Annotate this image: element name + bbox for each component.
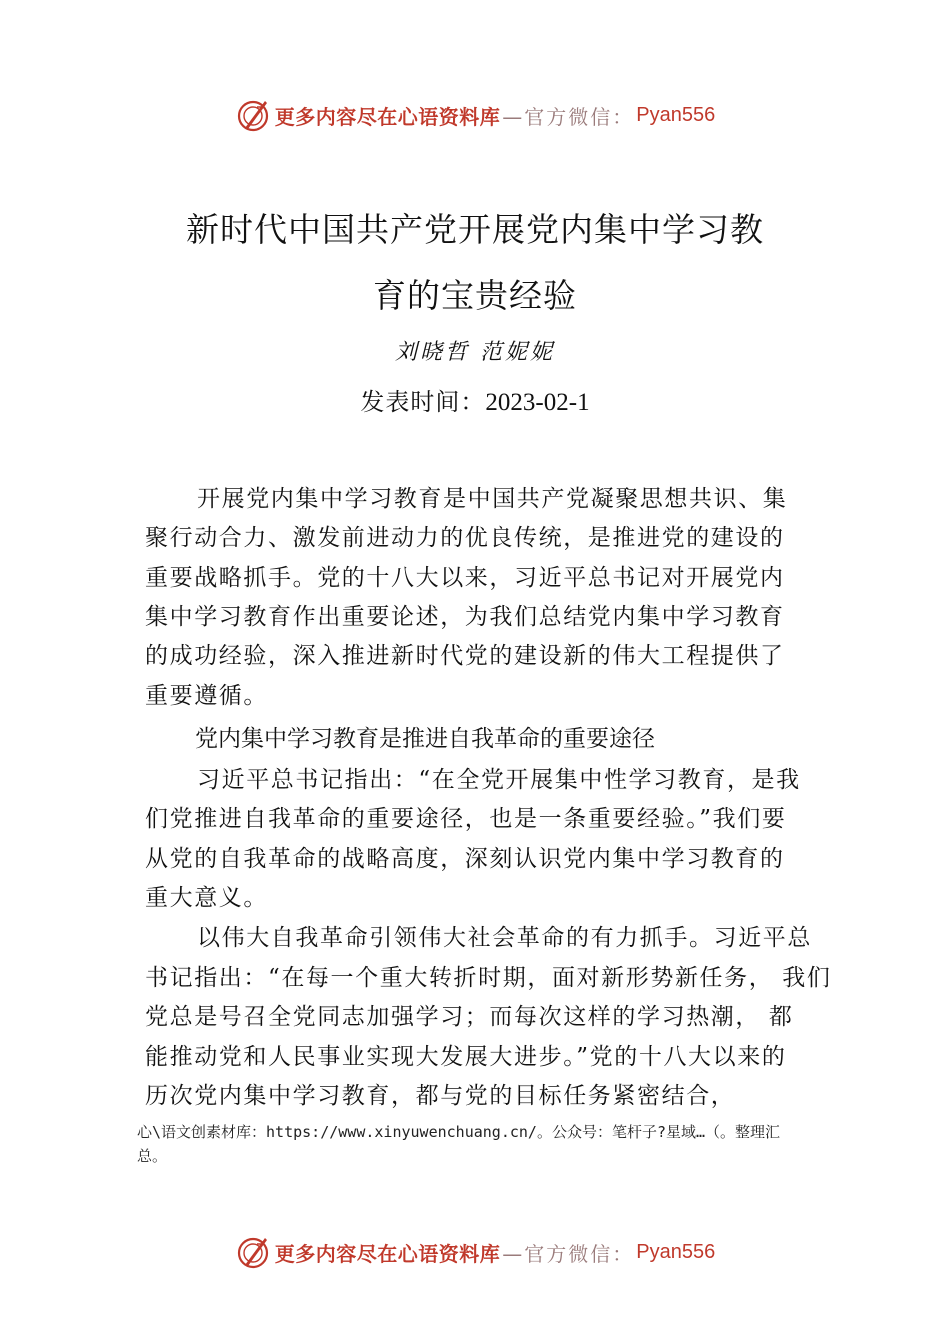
article-title-line2: 育的宝贵经验 — [373, 276, 577, 315]
banner-wechat-id: Pyan556 — [636, 103, 716, 126]
paragraph-line: 的成功经验，深入推进新时代党的建设新的伟大工程提供了 — [145, 643, 785, 669]
paragraph-line: 以伟大自我革命引领伟大社会革命的有力抓手。习近平总 — [197, 925, 812, 951]
quill-seal-icon — [235, 97, 271, 133]
banner-library-text: 更多内容尽在心语资料库 — [274, 1241, 501, 1266]
paragraph-line: 历次党内集中学习教育，都与党的目标任务紧密结合， — [145, 1083, 736, 1109]
paragraph-line: 开展党内集中学习教育是中国共产党凝聚思想共识、集 — [197, 486, 788, 512]
publish-date — [0, 382, 950, 417]
banner-library-text: 更多内容尽在心语资料库 — [274, 104, 501, 129]
paragraph-line: 聚行动合力、激发前进动力的优良传统，是推进党的建设的 — [145, 525, 785, 551]
paragraph-line: 们党推进自我革命的重要途径，也是一条重要经验。”我们要 — [145, 806, 787, 832]
publish-date-value: 2023-02-1 — [485, 389, 590, 416]
publish-date-label: 发表时间： — [360, 388, 486, 416]
banner-wechat-label: —官方微信： — [502, 104, 635, 129]
top-banner — [0, 95, 950, 135]
banner-wechat-label: —官方微信： — [502, 1241, 635, 1266]
quill-seal-icon — [235, 1234, 271, 1270]
footnote-line1: 心\语文创素材库：https://www.xinyuwenchuang.cn/。公众号：笔杆子?星域…（。整理汇 — [137, 1123, 781, 1141]
paragraph-line: 习近平总书记指出：“在全党开展集中性学习教育，是我 — [197, 767, 801, 793]
article-authors: 刘晓哲 范妮妮 — [395, 340, 555, 365]
paragraph-line: 从党的自我革命的战略高度，深刻认识党内集中学习教育的 — [145, 846, 785, 872]
paragraph-line: 集中学习教育作出重要论述，为我们总结党内集中学习教育 — [145, 604, 785, 630]
article-title-line1: 新时代中国共产党开展党内集中学习教 — [186, 210, 764, 249]
footnote-line2: 总。 — [137, 1147, 168, 1165]
bottom-banner — [0, 1232, 950, 1272]
paragraph-line: 能推动党和人民事业实现大发展大进步。”党的十八大以来的 — [145, 1044, 787, 1070]
paragraph-line: 书记指出：“在每一个重大转折时期，面对新形势新任务， 我们 — [145, 965, 832, 991]
banner-wechat-id: Pyan556 — [636, 1240, 716, 1263]
paragraph-line: 党总是号召全党同志加强学习；而每次这样的学习热潮， 都 — [145, 1004, 794, 1030]
paragraph-line: 重要战略抓手。党的十八大以来，习近平总书记对开展党内 — [145, 565, 785, 591]
paragraph-line: 重大意义。 — [145, 885, 268, 911]
paragraph-line: 重要遵循。 — [145, 683, 268, 709]
section-heading: 党内集中学习教育是推进自我革命的重要途径 — [195, 726, 655, 752]
